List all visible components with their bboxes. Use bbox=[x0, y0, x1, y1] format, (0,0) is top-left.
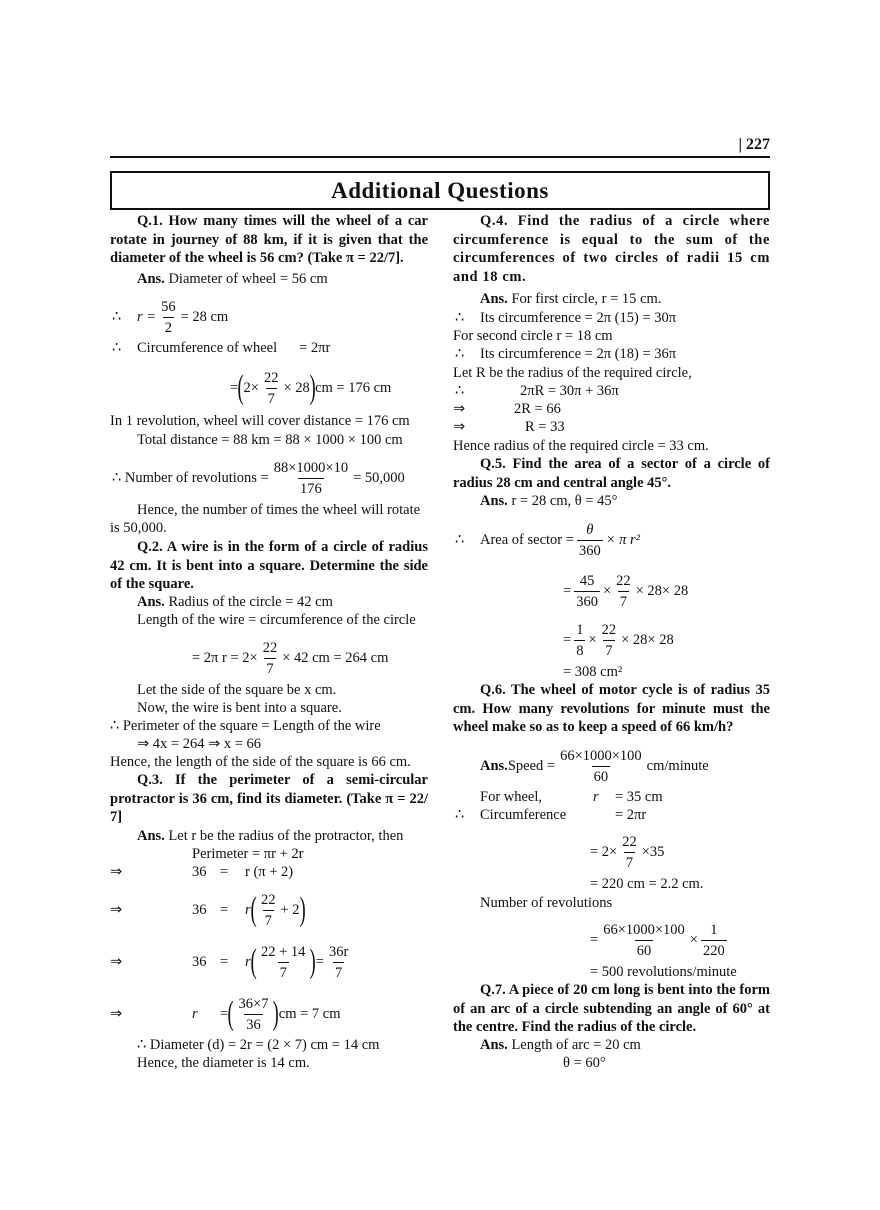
eq-text: Its circumference = 2π (15) = 30π bbox=[480, 310, 677, 326]
text-line: Hence radius of the required circle = 33 cm. bbox=[453, 438, 709, 454]
fraction bbox=[558, 746, 644, 787]
q2-length-eq bbox=[192, 635, 388, 681]
eq-text: Length of arc = 20 cm bbox=[507, 1037, 641, 1053]
q6-speed-eq bbox=[480, 743, 709, 789]
q2-answer-line bbox=[137, 593, 333, 611]
eq-text: = bbox=[590, 931, 599, 948]
question-6: Q.6. The wheel of motor cycle is of radius 35 cm. How many revolutions for minute must the wheel make so as to keep a speed of 66 km/h? bbox=[453, 682, 770, 735]
eq-text: r = bbox=[137, 308, 157, 325]
q3-step-3: ⇒ 36 = r ( $\frac{22 + 14}{7}$ ) = $\frac{36r}{7}$ bbox=[110, 943, 349, 981]
eq-text: 2× bbox=[243, 379, 259, 396]
denominator: 60 bbox=[635, 940, 654, 961]
denominator: 2 bbox=[163, 317, 174, 338]
eq-text: r bbox=[192, 1005, 198, 1022]
implies: ⇒ bbox=[453, 401, 466, 417]
implies: ⇒ bbox=[453, 419, 466, 435]
numerator: 22 bbox=[260, 891, 276, 908]
ans-label: Ans. bbox=[137, 271, 165, 287]
text-line: Hence, the number of times the wheel will rotate bbox=[137, 502, 421, 518]
implies: ⇒ bbox=[110, 864, 123, 880]
q6-circumference-eq bbox=[590, 829, 664, 875]
q1-radius-eq bbox=[112, 294, 228, 340]
fraction bbox=[620, 832, 639, 873]
text-line bbox=[480, 788, 730, 806]
text-line bbox=[455, 382, 619, 400]
eq-text: cm = 176 cm bbox=[315, 379, 392, 396]
question-4: Q.4. Find the radius of a circle where circumference is equal to the sum of the circumferences of two circles of radii 15 cm and 18 cm. bbox=[453, 213, 770, 285]
eq-text: × 28× 28 bbox=[635, 582, 689, 599]
numerator: 56 bbox=[161, 298, 176, 315]
implies: ⇒ bbox=[110, 901, 123, 918]
text-line bbox=[453, 418, 565, 436]
q1-diameter: Diameter of wheel = 56 cm bbox=[164, 271, 328, 287]
eq-text: 36 bbox=[192, 953, 207, 970]
text-line: θ = 60° bbox=[563, 1055, 606, 1071]
numerator: 36r bbox=[328, 943, 349, 960]
text-line: In 1 revolution, wheel will cover distance = 176 cm bbox=[110, 413, 410, 429]
numerator: 22 + 14 bbox=[260, 943, 306, 960]
denominator: 176 bbox=[298, 478, 324, 499]
eq-text: = bbox=[220, 901, 229, 918]
ans-label: Ans. bbox=[137, 594, 165, 610]
fraction bbox=[574, 571, 600, 612]
q1-circumference-eq: = ( 2× $\frac{22}{7}$ × 28 ) cm = 176 cm bbox=[230, 369, 392, 407]
therefore: ∴ bbox=[455, 346, 465, 362]
therefore: ∴ bbox=[455, 807, 465, 823]
text-line: Hence, the diameter is 14 cm. bbox=[137, 1055, 310, 1071]
numerator: θ bbox=[586, 521, 594, 538]
denominator: 7 bbox=[278, 962, 289, 983]
eq-text: r (π + 2) bbox=[245, 864, 294, 880]
eq-text: = bbox=[220, 864, 229, 880]
eq-text: = 28 cm bbox=[180, 308, 229, 325]
text-line: = 220 cm = 2.2 cm. bbox=[590, 876, 704, 892]
eq-text: r bbox=[593, 789, 599, 805]
text-line: Length of the wire = circumference of the circle bbox=[137, 612, 416, 628]
ans-label: Ans. bbox=[480, 291, 508, 307]
eq-text: × π r² bbox=[605, 531, 640, 548]
q6-revolutions-eq bbox=[590, 917, 730, 963]
eq-text: Circumference of wheel bbox=[137, 340, 278, 356]
text-line: ∴ Perimeter of the square = Length of the wire bbox=[110, 718, 381, 734]
eq-text: = bbox=[563, 631, 572, 648]
question-2: Q.2. A wire is in the form of a circle of radius 42 cm. It is bent into a square. Determine the side of the square. bbox=[110, 539, 428, 592]
text-line: Let R be the radius of the required circle, bbox=[453, 365, 692, 381]
therefore: ∴ bbox=[112, 340, 122, 356]
eq-text: = 2πr bbox=[615, 807, 647, 823]
implies: ⇒ bbox=[110, 953, 123, 970]
question-3: Q.3. If the perimeter of a semi-circular protractor is 36 cm, find its diameter. (Take π = 22/ 7] bbox=[110, 772, 428, 825]
text-line: Perimeter = πr + 2r bbox=[192, 846, 304, 862]
eq-text: = 2π r = 2× bbox=[192, 649, 258, 666]
header-rule bbox=[110, 156, 770, 158]
denominator: 7 bbox=[333, 962, 344, 983]
therefore: ∴ bbox=[455, 531, 465, 548]
fraction bbox=[262, 368, 281, 409]
eq-text: × 28× 28 bbox=[621, 631, 674, 648]
eq-text: + 2 bbox=[280, 901, 300, 918]
section-title-box bbox=[110, 171, 770, 210]
section-title: Additional Questions bbox=[331, 177, 549, 203]
denominator: 8 bbox=[574, 640, 585, 661]
denominator: 7 bbox=[264, 658, 275, 679]
text-line: = 308 cm² bbox=[563, 664, 623, 680]
denominator: 360 bbox=[577, 540, 603, 561]
text-line: ⇒ 4x = 264 ⇒ x = 66 bbox=[137, 736, 262, 752]
text-line: Hence, the length of the side of the square is 66 cm. bbox=[110, 754, 411, 770]
eq-text: r = 28 cm, θ = 45° bbox=[507, 493, 618, 509]
eq-text: = 35 cm bbox=[615, 789, 663, 805]
numerator: 88×1000×10 bbox=[273, 459, 349, 476]
eq-text: ×35 bbox=[641, 843, 665, 860]
eq-text: = 50,000 bbox=[353, 469, 405, 486]
fraction bbox=[159, 297, 178, 338]
q5-step-2 bbox=[563, 617, 674, 663]
therefore: ∴ bbox=[455, 310, 465, 326]
numerator: 22 bbox=[263, 369, 279, 386]
text-line bbox=[455, 309, 676, 327]
text-line: ∴ Diameter (d) = 2r = (2 × 7) cm = 14 cm bbox=[137, 1037, 380, 1053]
ans-label: Ans. bbox=[480, 757, 508, 774]
eq-text: = bbox=[563, 582, 572, 599]
denominator: 7 bbox=[624, 852, 635, 873]
text-line bbox=[453, 400, 561, 418]
text-line bbox=[455, 345, 676, 363]
fraction bbox=[600, 620, 619, 661]
eq-text: = bbox=[315, 953, 324, 970]
question-1: Q.1. How many times will the wheel of a car rotate in journey of 88 km, if it is given that the diameter of the wheel is 56 cm? (Take π = 22/7]. bbox=[110, 213, 428, 266]
numerator: 22 bbox=[616, 572, 631, 589]
eq-text: 36 bbox=[192, 901, 207, 918]
fraction bbox=[259, 942, 307, 983]
eq-text: Radius of the circle = 42 cm bbox=[164, 594, 333, 610]
q7-answer-line bbox=[480, 1036, 641, 1054]
implies: ⇒ bbox=[110, 1005, 123, 1022]
denominator: 36 bbox=[244, 1014, 263, 1035]
eq-text: Let r be the radius of the protractor, then bbox=[164, 828, 404, 844]
eq-text: = 2πr bbox=[299, 340, 331, 356]
eq-text: × 42 cm = 264 cm bbox=[282, 649, 389, 666]
page-number: | 227 bbox=[738, 136, 770, 153]
q4-answer-line bbox=[480, 290, 661, 308]
denominator: 7 bbox=[263, 910, 274, 931]
eq-text: r bbox=[245, 953, 251, 970]
denominator: 7 bbox=[603, 640, 614, 661]
numerator: 22 bbox=[622, 833, 637, 850]
fraction bbox=[327, 942, 350, 983]
text-line: Number of revolutions bbox=[480, 895, 613, 911]
fraction bbox=[614, 571, 633, 612]
eq-text: r bbox=[245, 901, 251, 918]
eq-text: ∴ Number of revolutions = bbox=[112, 469, 269, 486]
therefore: ∴ bbox=[455, 383, 465, 399]
denominator: 7 bbox=[266, 388, 277, 409]
numerator: 22 bbox=[262, 639, 278, 656]
numerator: 66×1000×100 bbox=[603, 921, 685, 938]
numerator: 1 bbox=[576, 621, 584, 638]
numerator: 22 bbox=[601, 621, 617, 638]
fraction bbox=[237, 994, 271, 1035]
text-line bbox=[455, 806, 705, 824]
eq-text: × bbox=[588, 631, 597, 648]
eq-text: × bbox=[602, 582, 612, 599]
denominator: 360 bbox=[574, 591, 600, 612]
fraction bbox=[701, 920, 727, 961]
q5-answer-line bbox=[480, 492, 617, 510]
fraction bbox=[574, 620, 585, 661]
eq-text: 2R = 66 bbox=[514, 401, 561, 417]
eq-text: Its circumference = 2π (18) = 36π bbox=[480, 346, 677, 362]
fraction bbox=[577, 520, 603, 561]
eq-text: Area of sector = bbox=[480, 531, 574, 548]
numerator: 1 bbox=[710, 921, 718, 938]
q5-area-eq bbox=[455, 517, 640, 563]
eq-text: For first circle, r = 15 cm. bbox=[507, 291, 662, 307]
ans-label: Ans. bbox=[137, 828, 165, 844]
eq-text: = bbox=[230, 379, 239, 396]
eq-text: Speed = bbox=[507, 757, 556, 774]
numerator: 45 bbox=[579, 572, 595, 589]
q1-circumference-line bbox=[112, 339, 330, 357]
eq-text: = bbox=[220, 953, 229, 970]
denominator: 7 bbox=[618, 591, 629, 612]
q3-answer-line bbox=[137, 827, 403, 845]
eq-text: 2πR = 30π + 36π bbox=[520, 383, 619, 399]
fraction bbox=[601, 920, 687, 961]
therefore: ∴ bbox=[112, 308, 122, 325]
text-line: is 50,000. bbox=[110, 520, 167, 536]
text-line: Total distance = 88 km = 88 × 1000 × 100 cm bbox=[137, 432, 403, 448]
eq-text: × 28 bbox=[283, 379, 310, 396]
eq-text: cm/minute bbox=[646, 757, 709, 774]
q5-step-1 bbox=[563, 568, 688, 614]
eq-text: = bbox=[220, 1005, 229, 1022]
numerator: 36×7 bbox=[238, 995, 269, 1012]
fraction bbox=[261, 638, 280, 679]
numerator: 66×1000×100 bbox=[560, 747, 642, 764]
question-7: Q.7. A piece of 20 cm long is bent into the form of an arc of a circle subtending an angle of 60° at the centre. Find the radius of the circle. bbox=[453, 982, 770, 1035]
q1-answer-line bbox=[137, 270, 328, 288]
denominator: 220 bbox=[701, 940, 727, 961]
eq-text: 36 bbox=[192, 864, 207, 880]
q3-step-4: ⇒ r = ( $\frac{36\times 7}{36}$ ) cm = 7 cm bbox=[110, 995, 341, 1033]
eq-text: cm = 7 cm bbox=[278, 1005, 341, 1022]
question-5: Q.5. Find the area of a sector of a circle of radius 28 cm and central angle 45°. bbox=[453, 456, 770, 491]
text-line: = 500 revolutions/minute bbox=[590, 964, 737, 980]
eq-text: For wheel, bbox=[480, 789, 543, 805]
text-line: For second circle r = 18 cm bbox=[453, 328, 613, 344]
ans-label: Ans. bbox=[480, 493, 508, 509]
text-line: Let the side of the square be x cm. bbox=[137, 682, 337, 698]
denominator: 60 bbox=[592, 766, 611, 787]
fraction bbox=[272, 458, 350, 499]
q1-revolutions-eq bbox=[112, 455, 405, 501]
text-line: Now, the wire is bent into a square. bbox=[137, 700, 342, 716]
q3-step-2: ⇒ 36 = r ( $\frac{22}{7}$ + 2 ) bbox=[110, 891, 306, 929]
eq-text: = 2× bbox=[590, 843, 618, 860]
ans-label: Ans. bbox=[480, 1037, 508, 1053]
eq-text: R = 33 bbox=[525, 419, 565, 435]
q3-step-1 bbox=[110, 863, 440, 881]
fraction bbox=[259, 890, 278, 931]
eq-text: Circumference bbox=[480, 807, 567, 823]
eq-text: × bbox=[689, 931, 698, 948]
